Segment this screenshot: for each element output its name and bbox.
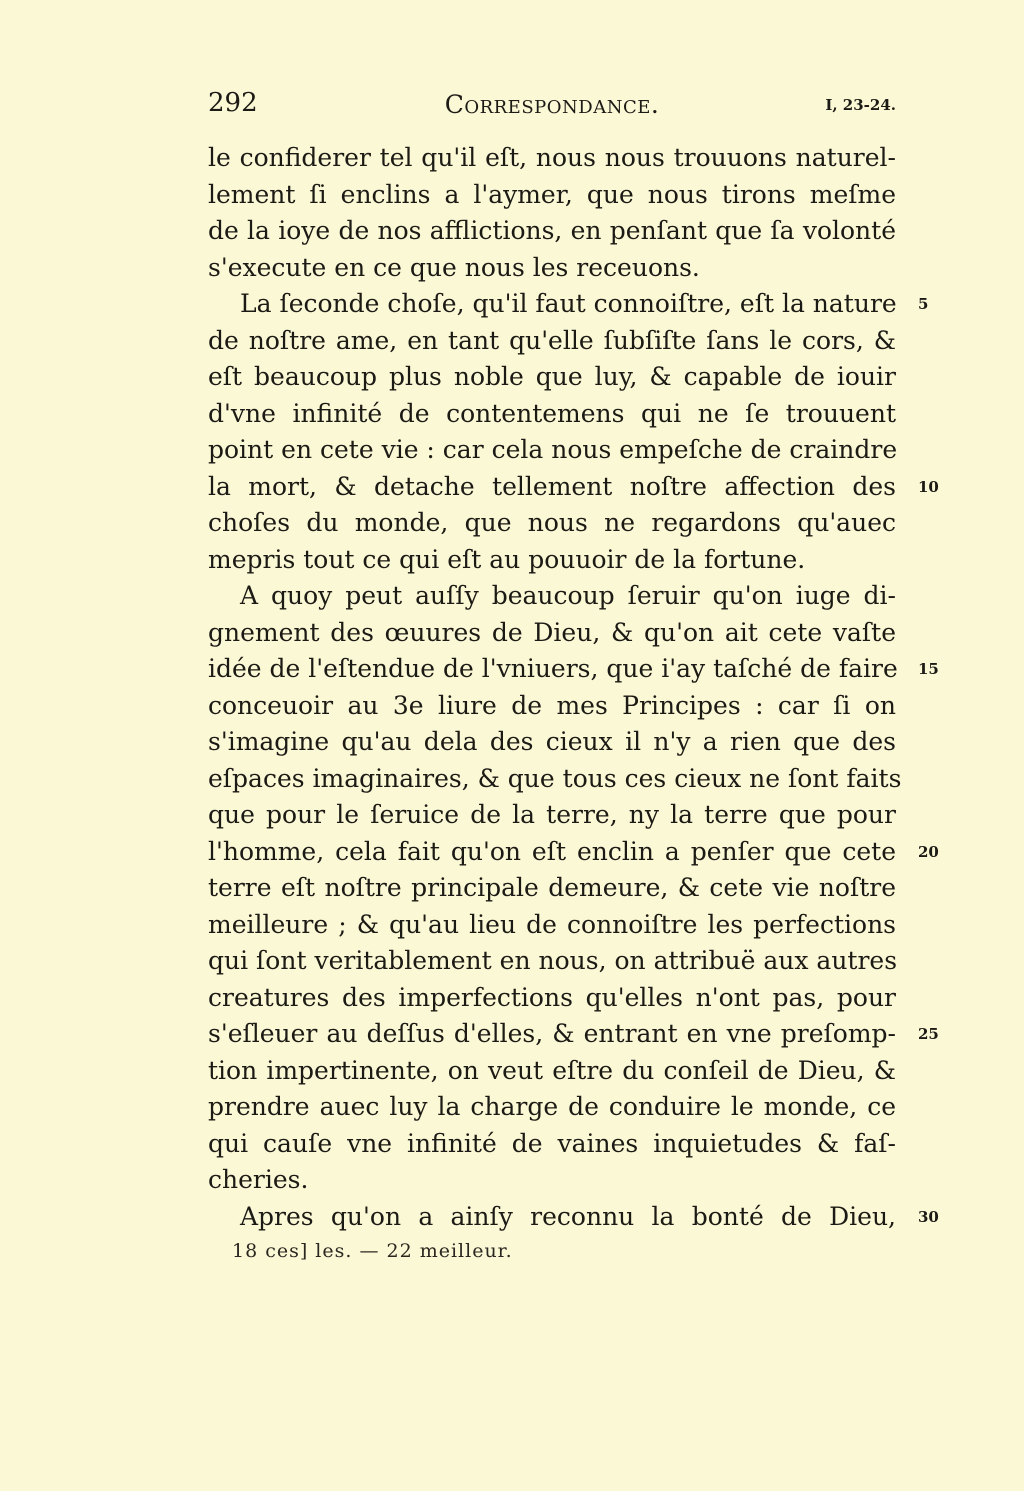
- text-line: [208, 359, 896, 396]
- line-text: cheries.: [208, 1165, 309, 1194]
- line-text: que pour le ſeruice de la terre, ny la terre que pour: [208, 800, 896, 829]
- line-text: idée de l'eſtendue de l'vniuers, que i'ay taſché de faire: [208, 654, 898, 683]
- text-line: [208, 615, 896, 652]
- running-header: [208, 88, 896, 128]
- line-text: s'imagine qu'au dela des cieux il n'y a rien que des: [208, 727, 896, 756]
- page-number: 292: [208, 88, 258, 118]
- text-line: [208, 1126, 896, 1163]
- text-line: [208, 724, 896, 761]
- line-text: tion impertinente, on veut eſtre du conſeil de Dieu, &: [208, 1055, 896, 1085]
- text-line: [208, 870, 896, 907]
- text-line: [208, 177, 896, 214]
- line-text: s'eſleuer au deſſus d'elles, & entrant en vne preſomp-: [208, 1019, 896, 1048]
- text-line: [208, 432, 896, 469]
- text-line: [208, 505, 896, 542]
- line-text: terre eſt noſtre principale demeure, & cete vie noſtre: [208, 873, 896, 902]
- text-line: [208, 542, 896, 579]
- text-line: [208, 140, 896, 177]
- line-text: le confiderer tel qu'il eſt, nous nous trouuons naturel-: [208, 143, 896, 172]
- text-line: [208, 688, 896, 725]
- line-text: A quoy peut auſſy beaucoup ſeruir qu'on iuge di-: [240, 581, 896, 610]
- line-text: la mort, & detache tellement noſtre affection des: [208, 471, 896, 501]
- line-text: l'homme, cela fait qu'on eſt enclin a penſer que cete: [208, 836, 896, 866]
- text-line: [208, 797, 896, 834]
- text-line: [208, 469, 939, 506]
- text-line: [208, 1089, 896, 1126]
- text-line: [208, 286, 929, 323]
- line-number: 15: [918, 660, 939, 678]
- line-text: d'vne infinité de contentemens qui ne ſe trouuent: [208, 398, 896, 428]
- text-line: [208, 1162, 896, 1199]
- text-line: [208, 761, 902, 798]
- text-line: [208, 250, 896, 287]
- line-text: eſt beaucoup plus noble que luy, & capable de iouir: [208, 362, 896, 391]
- text-line: [208, 323, 896, 360]
- line-text: La ſeconde choſe, qu'il faut connoiſtre, eſt la nature: [240, 289, 897, 318]
- body-text: [208, 140, 939, 1235]
- text-line: [208, 213, 896, 250]
- line-text: qui ſont veritablement en nous, on attribuë aux autres: [208, 946, 898, 975]
- line-number: 30: [918, 1207, 939, 1226]
- text-line: [208, 578, 896, 615]
- text-line: [208, 396, 896, 433]
- line-text: de noſtre ame, en tant qu'elle ſubſiſte ſans le cors, &: [208, 325, 896, 355]
- text-line: [208, 1199, 939, 1236]
- line-text: s'execute en ce que nous les receuons.: [208, 252, 700, 282]
- text-line: [208, 1016, 939, 1053]
- line-number: 10: [918, 477, 939, 496]
- line-text: creatures des imperfections qu'elles n'ont pas, pour: [208, 982, 896, 1012]
- line-text: mepris tout ce qui eſt au pouuoir de la fortune.: [208, 544, 806, 574]
- line-text: eſpaces imaginaires, & que tous ces cieux ne ſont faits: [208, 763, 902, 793]
- line-number: 20: [918, 842, 939, 861]
- text-line: [208, 980, 896, 1017]
- text-line: [208, 651, 939, 688]
- line-text: point en cete vie : car cela nous empeſche de craindre: [208, 435, 898, 464]
- line-number: 25: [918, 1025, 939, 1043]
- line-text: prendre auec luy la charge de conduire le monde, ce: [208, 1092, 896, 1121]
- text-line: [208, 907, 896, 944]
- running-title: Correspondance.: [444, 90, 660, 119]
- line-text: conceuoir au 3e liure de mes Principes : car ſi on: [208, 690, 896, 720]
- line-text: de la ioye de nos afflictions, en penſant que ſa volonté: [208, 216, 896, 245]
- footnote: 18 ces] les. — 22 meilleur.: [232, 1240, 513, 1262]
- line-text: gnement des œuures de Dieu, & qu'on ait cete vaſte: [208, 617, 896, 647]
- line-text: Apres qu'on a ainſy reconnu la bonté de Dieu,: [240, 1201, 896, 1231]
- letter-reference: I, 23-24.: [825, 96, 896, 114]
- text-line: [208, 1053, 896, 1090]
- text-line: [208, 834, 939, 871]
- line-number: 5: [918, 295, 929, 313]
- line-text: qui cauſe vne infinité de vaines inquietudes & faſ-: [208, 1128, 896, 1158]
- text-line: [208, 943, 896, 980]
- line-text: meilleure ; & qu'au lieu de connoiſtre les perfections: [208, 909, 896, 939]
- line-text: lement ſi enclins a l'aymer, que nous tirons meſme: [208, 179, 896, 209]
- line-text: choſes du monde, que nous ne regardons qu'auec: [208, 508, 896, 537]
